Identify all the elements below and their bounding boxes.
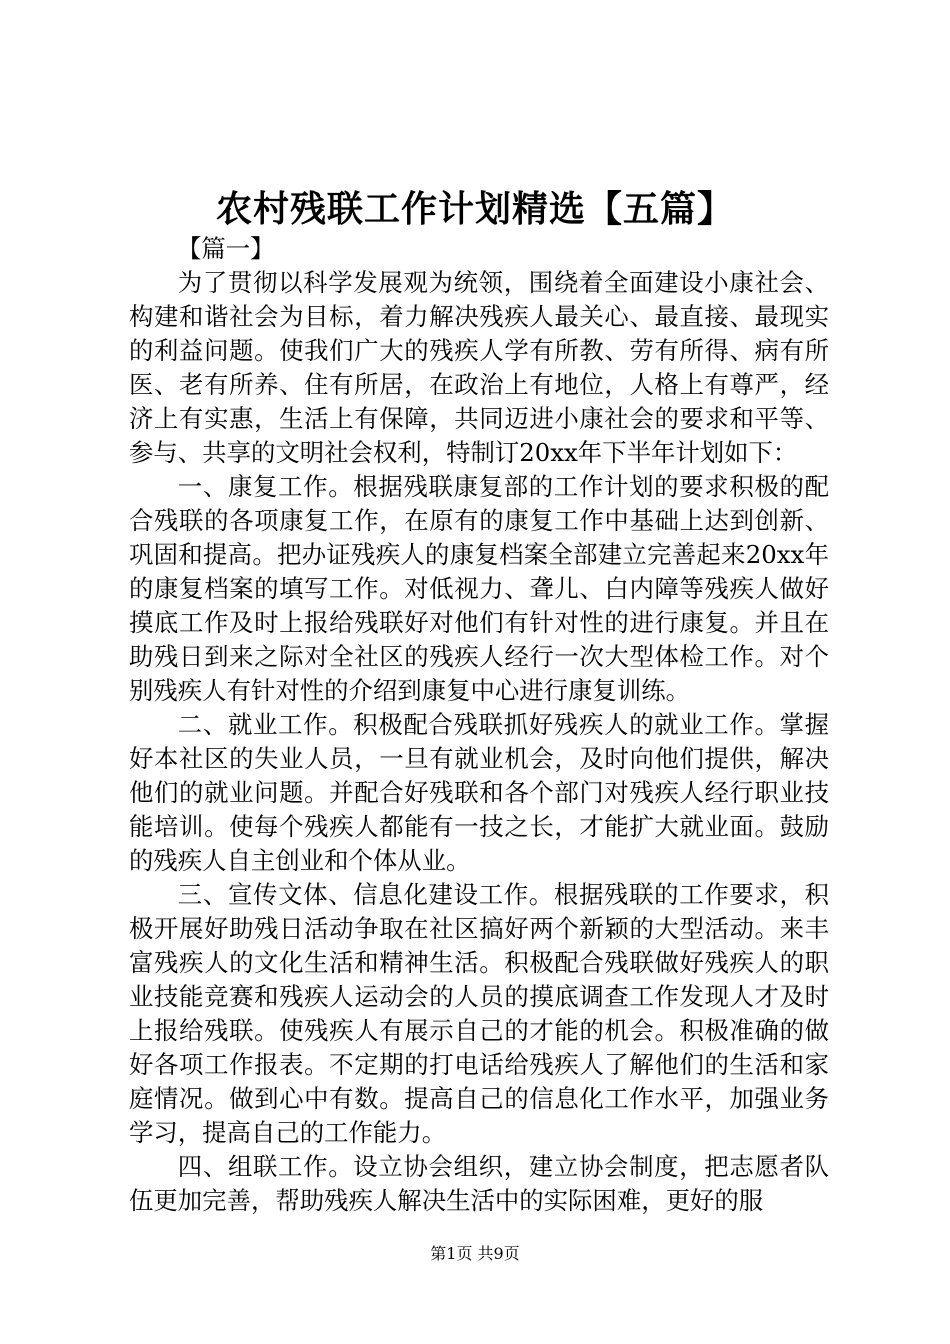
paragraph-rehabilitation: 一、康复工作。根据残联康复部的工作计划的要求积极的配合残联的各项康复工作，在原有的康复工作中基础上达到创新、巩固和提高。把办证残疾人的康复档案全部建立完善起来20xx年的康复档案的填写工作。对低视力、聋儿、白内障等残疾人做好摸底工作及时上报给残联好对他们有针对性的进行康复。并且在助残日到来之际对全社区的残疾人经行一次大型体检工作。对个别残疾人有针对性的介绍到康复中心进行康复训练。	[129, 472, 829, 705]
paragraph-intro: 为了贯彻以科学发展观为统领，围绕着全面建设小康社会、构建和谐社会为目标，着力解决残疾人最关心、最直接、最现实的利益问题。使我们广大的残疾人学有所教、劳有所得、病有所医、老有所养、住有所居，在政治上有地位，人格上有尊严，经济上有实惠，生活上有保障，共同迈进小康社会的要求和平等、参与、共享的文明社会权利，特制订20xx年下半年计划如下：	[129, 268, 829, 467]
document-body	[129, 232, 829, 1218]
page-footer: 第1页 共9页	[430, 1244, 520, 1263]
document-title: 农村残联工作计划精选【五篇】	[215, 188, 734, 230]
paragraph-organization: 四、组联工作。设立协会组织，建立协会制度，把志愿者队伍更加完善，帮助残疾人解决生活中的实际困难，更好的服	[129, 1152, 829, 1215]
paragraph-employment: 二、就业工作。积极配合残联抓好残疾人的就业工作。掌握好本社区的失业人员，一旦有就业机会，及时向他们提供，解决他们的就业问题。并配合好残联和各个部门对残疾人经行职业技能培训。使每个残疾人都能有一技之长，才能扩大就业面。鼓励的残疾人自主创业和个体从业。	[129, 710, 829, 875]
paragraph-publicity: 三、宣传文体、信息化建设工作。根据残联的工作要求，积极开展好助残日活动争取在社区搞好两个新颖的大型活动。来丰富残疾人的文化生活和精神生活。积极配合残联做好残疾人的职业技能竞赛和残疾人运动会的人员的摸底调查工作发现人才及时上报给残联。使残疾人有展示自己的才能的机会。积极准确的做好各项工作报表。不定期的打电话给残疾人了解他们的生活和家庭情况。做到心中有数。提高自己的信息化工作水平，加强业务学习，提高自己的工作能力。	[129, 880, 829, 1147]
section-label: 【篇一】	[177, 234, 275, 263]
